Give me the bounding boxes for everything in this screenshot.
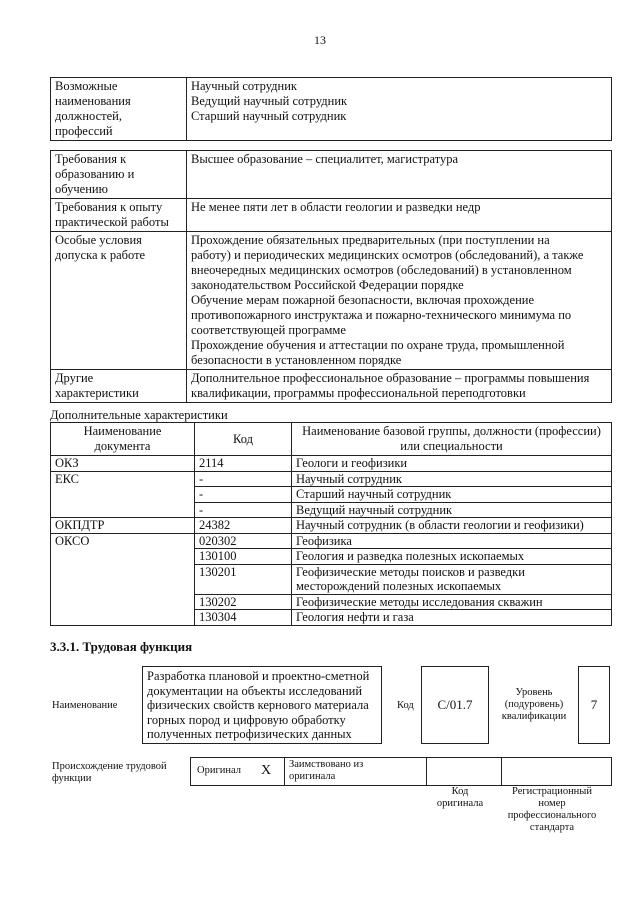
value-line: Прохождение обучения и аттестации по охране труда, промышленной [191, 338, 565, 352]
reg-number-label [500, 786, 604, 834]
name-cell: Ведущий научный сотрудник [292, 502, 612, 518]
reg-number-line: профессионального [507, 810, 597, 821]
label-line: обучению [55, 182, 108, 196]
other-label [51, 370, 187, 403]
table-row [51, 151, 612, 199]
value-line: законодательством Российской Федерации порядке [191, 278, 464, 292]
origin-row-box [190, 757, 612, 786]
borrowed-label-line: Заимствовано из [289, 759, 364, 770]
label-line: Возможные [55, 79, 118, 93]
code-cell: 130304 [195, 610, 292, 626]
level-label-line: квалификации [501, 711, 567, 722]
admission-label [51, 232, 187, 370]
table-row [51, 370, 612, 403]
value-line: Прохождение обязательных предварительных (при поступлении на [191, 233, 550, 247]
doc-cell: ЕКС [51, 471, 195, 518]
value-line: Не менее пяти лет в области геологии и разведки недр [191, 200, 481, 214]
additional-characteristics-title: Дополнительные характеристики [50, 408, 228, 422]
reg-number-line: стандарта [529, 822, 575, 833]
value-line: квалификации, программы профессиональной переподготовки [191, 386, 526, 400]
admission-value [187, 232, 612, 370]
label-line: должностей, [55, 109, 122, 123]
level-label-line: (подуровень) [504, 699, 564, 710]
requirements-table [50, 150, 612, 403]
label-line: Другие [55, 371, 94, 385]
code-cell: 24382 [195, 518, 292, 534]
labor-function-title: 3.3.1. Трудовая функция [50, 639, 193, 654]
label-line: практической работы [55, 215, 169, 229]
table-row [51, 232, 612, 370]
code-cell: 020302 [195, 533, 292, 549]
header-document: Наименование документа [51, 423, 195, 456]
function-name-line: документации на объекты исследований [147, 683, 363, 698]
value-line: внеочередных медицинских осмотров (обследований) в установленном [191, 263, 572, 277]
doc-cell: ОКЗ [51, 456, 195, 472]
label-line: Особые условия [55, 233, 142, 247]
level-value-box: 7 [578, 666, 610, 744]
code-cell: 130202 [195, 594, 292, 610]
label-line: наименования [55, 94, 131, 108]
borrowed-label-line: оригинала [289, 771, 336, 782]
function-name-line: полученных петрофизических данных [147, 727, 352, 741]
position-name: Старший научный сотрудник [191, 109, 347, 123]
experience-label [51, 199, 187, 232]
doc-cell: ОКПДТР [51, 518, 195, 534]
code-original-label [430, 786, 490, 810]
divider [501, 758, 502, 785]
code-cell: - [195, 502, 292, 518]
reg-number-line: номер [538, 798, 566, 809]
name-cell: Геология и разведка полезных ископаемых [292, 549, 612, 565]
page-number: 13 [314, 33, 326, 47]
code-label: Код [397, 700, 414, 711]
level-label-line: Уровень [515, 687, 553, 698]
experience-value [187, 199, 612, 232]
label-line: профессий [55, 124, 113, 138]
name-label: Наименование [52, 700, 118, 711]
header-group-name: Наименование базовой группы, должности (профессии) или специальности [292, 423, 612, 456]
divider [284, 758, 285, 785]
function-name-line: горных пород и цифровую обработку [147, 712, 346, 727]
level-label [494, 687, 574, 723]
code-cell: 130201 [195, 564, 292, 594]
original-label: Оригинал [197, 765, 241, 776]
origin-label-line: функции [52, 773, 92, 784]
code-cell: - [195, 487, 292, 503]
label-line: Требования к [55, 152, 127, 166]
name-cell: Геофизические методы поисков и разведки месторождений полезных ископаемых [292, 564, 612, 594]
name-cell: Старший научный сотрудник [292, 487, 612, 503]
education-value [187, 151, 612, 199]
name-cell: Геология нефти и газа [292, 610, 612, 626]
position-name: Ведущий научный сотрудник [191, 94, 348, 108]
original-mark: X [261, 763, 272, 778]
function-name-line: Разработка плановой и проектно-сметной [147, 669, 370, 683]
code-value-box: С/01.7 [421, 666, 489, 744]
value-line: Дополнительное профессиональное образование – программы повышения [191, 371, 590, 385]
labor-function-name-box [142, 666, 382, 744]
function-name-line: физических свойств кернового материала [147, 698, 369, 712]
reg-number-line: Регистрационный [512, 786, 592, 797]
table-row [51, 456, 612, 472]
name-cell: Геологи и геофизики [292, 456, 612, 472]
position-names-label [51, 78, 187, 141]
name-cell: Геофизика [292, 533, 612, 549]
origin-label [52, 761, 167, 785]
code-original-line: оригинала [436, 798, 484, 809]
doc-cell: ОКСО [51, 533, 195, 625]
origin-label-line: Происхождение трудовой [52, 761, 167, 772]
divider [426, 758, 427, 785]
value-line: работу) и периодических медицинских осмотров (обследований), а также [191, 248, 584, 262]
table-row [51, 199, 612, 232]
table-header-row [51, 423, 612, 456]
table-row [51, 471, 612, 487]
name-cell: Научный сотрудник [292, 471, 612, 487]
education-label [51, 151, 187, 199]
code-cell: 130100 [195, 549, 292, 565]
table-row [51, 518, 612, 534]
additional-characteristics-table [50, 422, 612, 626]
borrowed-label [289, 759, 363, 783]
position-names-table [50, 77, 612, 141]
label-line: допуска к работе [55, 248, 146, 262]
code-cell: - [195, 471, 292, 487]
name-cell: Геофизические методы исследования скважин [292, 594, 612, 610]
label-line: образованию и [55, 167, 135, 181]
value-line: Высшее образование – специалитет, магистратура [191, 152, 459, 166]
position-name: Научный сотрудник [191, 79, 297, 93]
value-line: безопасности в установленном порядке [191, 353, 402, 367]
code-cell: 2114 [195, 456, 292, 472]
name-cell: Научный сотрудник (в области геологии и геофизики) [292, 518, 612, 534]
table-row [51, 533, 612, 549]
label-line: Требования к опыту [55, 200, 163, 214]
value-line: Обучение мерам пожарной безопасности, включая прохождение [191, 293, 534, 307]
header-code: Код [195, 423, 292, 456]
value-line: соответствующей программе [191, 323, 346, 337]
position-names-values [187, 78, 612, 141]
code-original-line: Код [451, 786, 469, 797]
value-line: противопожарного инструктажа и пожарно-технического минимума по [191, 308, 572, 322]
label-line: характеристики [55, 386, 139, 400]
other-value [187, 370, 612, 403]
